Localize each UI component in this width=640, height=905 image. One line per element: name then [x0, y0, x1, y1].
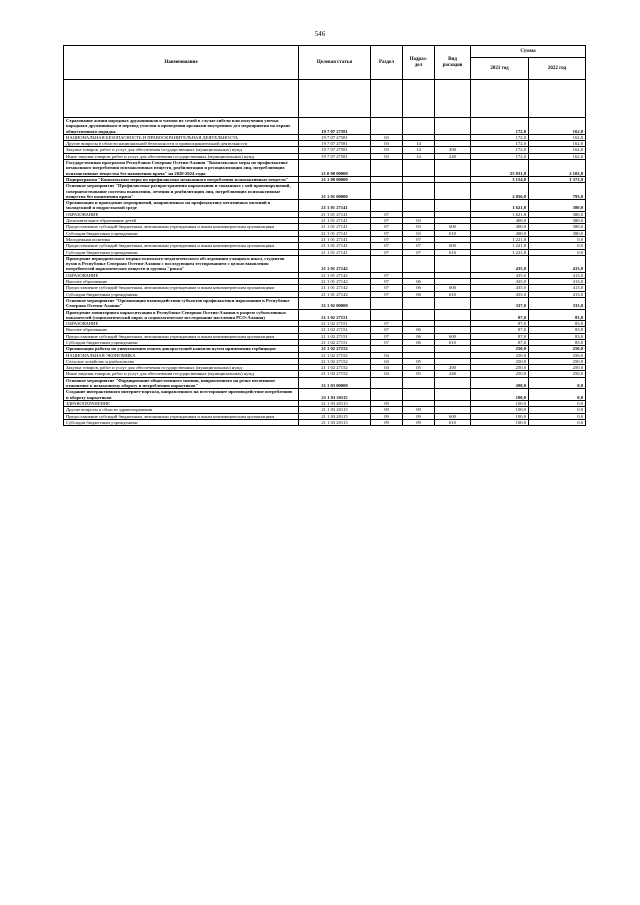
row-target-article: 21 1 00 00000	[299, 176, 371, 182]
row-name: Создание интерактивного интернет-портала, направленного на всестороннее противодействие потреблению и обороту наркотиков	[64, 389, 299, 401]
row-section: 09	[371, 413, 403, 419]
row-target-article: 21 0 00 00000	[299, 160, 371, 177]
row-subsection: 14	[403, 141, 435, 147]
row-sum-2021: 1 221,8	[471, 243, 529, 249]
row-sum-2022: 250,0	[529, 358, 586, 364]
row-sum-2021: 87,0	[471, 333, 529, 339]
row-target-article: 21 1 02 27152	[299, 371, 371, 377]
row-subsection: 06	[403, 333, 435, 339]
row-subsection: 06	[403, 291, 435, 297]
row-section: 07	[371, 291, 403, 297]
row-sum-2022: 413,0	[529, 291, 586, 297]
row-expense-type	[435, 297, 471, 309]
row-sum-2022: 793,0	[529, 183, 586, 200]
row-section: 07	[371, 249, 403, 255]
row-target-article: 21 1 01 27142	[299, 272, 371, 278]
row-section: 04	[371, 371, 403, 377]
row-sum-2021: 250,0	[471, 346, 529, 352]
row-target-article: 21 1 01 27141	[299, 243, 371, 249]
row-sum-2022: 162,0	[529, 118, 586, 135]
row-name: Субсидии бюджетным учреждениям	[64, 249, 299, 255]
row-sum-2021: 87,0	[471, 327, 529, 333]
row-subsection	[403, 389, 435, 401]
row-sum-2022: 380,0	[529, 211, 586, 217]
row-sum-2021: 172,0	[471, 134, 529, 140]
row-sum-2021: 100,0	[471, 389, 529, 401]
row-sum-2022: 333,0	[529, 297, 586, 309]
row-target-article: 19 7 07 27581	[299, 118, 371, 135]
row-sum-2021: 172,0	[471, 147, 529, 153]
row-sum-2022: 0,0	[529, 400, 586, 406]
row-subsection: 05	[403, 358, 435, 364]
row-subsection	[403, 309, 435, 321]
row-target-article: 21 1 01 27142	[299, 255, 371, 272]
row-section: 07	[371, 321, 403, 327]
row-name: Иные закупки товаров, работ и услуг для обеспечения государственных (муниципальных) нужд	[64, 371, 299, 377]
row-sum-2022: 162,0	[529, 147, 586, 153]
row-target-article: 21 1 03 20115	[299, 407, 371, 413]
row-expense-type	[435, 309, 471, 321]
row-name: Основное мероприятие "Формирование общественного мнения, направленного на резко негативное отношение к незаконному обороту и потреблению наркотиков"	[64, 377, 299, 389]
row-sum-2021: 435,0	[471, 272, 529, 278]
row-sum-2021: 400,0	[471, 230, 529, 236]
row-section	[371, 255, 403, 272]
row-section: 07	[371, 230, 403, 236]
row-target-article: 21 1 01 27141	[299, 218, 371, 224]
row-section: 09	[371, 419, 403, 425]
row-name: ОБРАЗОВАНИЕ	[64, 211, 299, 217]
row-target-article: 19 7 07 27581	[299, 153, 371, 159]
row-name: Иные закупки товаров, работ и услуг для обеспечения государственных (муниципальных) нужд	[64, 153, 299, 159]
header-section: Раздел	[371, 46, 403, 80]
table-row	[64, 118, 586, 135]
row-expense-type	[435, 183, 471, 200]
row-target-article: 21 1 03 20115	[299, 419, 371, 425]
row-subsection: 14	[403, 147, 435, 153]
row-target-article: 21 1 01 00000	[299, 183, 371, 200]
row-sum-2022: 0,0	[529, 389, 586, 401]
row-expense-type: 600	[435, 243, 471, 249]
row-name: Субсидии бюджетным учреждениям	[64, 419, 299, 425]
row-name: ОБРАЗОВАНИЕ	[64, 272, 299, 278]
row-sum-2021: 200,0	[471, 377, 529, 389]
row-section: 07	[371, 224, 403, 230]
table-row	[64, 255, 586, 272]
row-section: 07	[371, 211, 403, 217]
row-section: 09	[371, 400, 403, 406]
row-sum-2021: 250,0	[471, 358, 529, 364]
row-name: Предоставление субсидий бюджетным, автономным учреждениям и иным некоммерческим организациям	[64, 285, 299, 291]
row-section	[371, 309, 403, 321]
row-section: 07	[371, 218, 403, 224]
row-section: 07	[371, 272, 403, 278]
header-sum: Сумма	[471, 46, 586, 58]
row-section	[371, 118, 403, 135]
table-row	[64, 377, 586, 389]
page-number: 546	[314, 30, 326, 38]
row-target-article: 21 1 01 27141	[299, 236, 371, 242]
row-sum-2021: 250,0	[471, 352, 529, 358]
row-expense-type: 200	[435, 147, 471, 153]
row-sum-2022: 380,0	[529, 230, 586, 236]
row-expense-type: 610	[435, 419, 471, 425]
row-target-article: 19 7 07 27581	[299, 147, 371, 153]
row-sum-2022: 83,0	[529, 309, 586, 321]
row-name: Страхование жизни народных дружинников и членов их семей в случае гибели или получения увечья народным дружинником и перевод участия в проведении органами внутренних дел мероприятия по охране общественного порядка	[64, 118, 299, 135]
row-section: 07	[371, 339, 403, 345]
row-target-article: 21 1 03 20115	[299, 400, 371, 406]
row-sum-2021: 87,0	[471, 321, 529, 327]
row-sum-2021: 100,0	[471, 413, 529, 419]
table-row	[64, 309, 586, 321]
row-sum-2022: 250,0	[529, 365, 586, 371]
row-name: ЗДРАВООХРАНЕНИЕ	[64, 400, 299, 406]
row-sum-2022: 413,0	[529, 255, 586, 272]
row-subsection: 06	[403, 285, 435, 291]
row-expense-type: 610	[435, 249, 471, 255]
row-sum-2021: 1 621,8	[471, 211, 529, 217]
row-target-article: 21 1 02 27152	[299, 346, 371, 352]
row-subsection: 03	[403, 224, 435, 230]
row-sum-2022: 83,0	[529, 321, 586, 327]
row-target-article: 21 1 02 27152	[299, 365, 371, 371]
row-target-article: 21 1 02 27151	[299, 327, 371, 333]
row-subsection: 06	[403, 279, 435, 285]
row-expense-type: 240	[435, 371, 471, 377]
row-subsection	[403, 255, 435, 272]
header-expense-type: Вид расходов	[435, 46, 471, 80]
row-section	[371, 297, 403, 309]
budget-table	[63, 45, 586, 426]
row-target-article: 21 1 02 27152	[299, 358, 371, 364]
row-section	[371, 200, 403, 212]
row-subsection: 07	[403, 249, 435, 255]
row-sum-2022: 250,0	[529, 352, 586, 358]
row-section	[371, 160, 403, 177]
row-subsection: 09	[403, 419, 435, 425]
row-name: Подпрограмма "Комплексные меры по профилактике незаконного потребления психоактивных веществ"	[64, 176, 299, 182]
header-name: Наименование	[64, 46, 299, 80]
row-target-article: 21 1 01 27142	[299, 285, 371, 291]
table-row	[64, 200, 586, 212]
row-expense-type: 610	[435, 291, 471, 297]
row-subsection	[403, 200, 435, 212]
table-body	[64, 80, 586, 426]
row-section: 04	[371, 365, 403, 371]
row-target-article: 21 1 01 27141	[299, 200, 371, 212]
row-expense-type	[435, 255, 471, 272]
row-expense-type: 600	[435, 224, 471, 230]
header-target-article: Целевая статья	[299, 46, 371, 80]
row-sum-2022: 413,0	[529, 272, 586, 278]
row-name: Дополнительное образование детей	[64, 218, 299, 224]
row-target-article: 21 1 01 27141	[299, 211, 371, 217]
row-name: Организация и проведение мероприятий, направленных на профилактику негативных явлений в молодежной и подростковой среде	[64, 200, 299, 212]
row-sum-2022: 162,0	[529, 141, 586, 147]
row-target-article: 21 1 01 27142	[299, 279, 371, 285]
table-row	[64, 389, 586, 401]
row-expense-type: 600	[435, 413, 471, 419]
row-sum-2021: 337,0	[471, 297, 529, 309]
row-name: Организация работы по уничтожению очагов дикорастущей конопли путем применения гербицидов	[64, 346, 299, 352]
row-subsection	[403, 377, 435, 389]
table-row	[64, 297, 586, 309]
row-section: 09	[371, 407, 403, 413]
row-subsection: 03	[403, 230, 435, 236]
row-sum-2021: 250,0	[471, 365, 529, 371]
row-sum-2021: 1 221,8	[471, 236, 529, 242]
row-sum-2021: 100,0	[471, 419, 529, 425]
row-sum-2021: 172,0	[471, 118, 529, 135]
row-expense-type: 600	[435, 333, 471, 339]
row-subsection: 14	[403, 153, 435, 159]
row-section: 07	[371, 236, 403, 242]
row-target-article: 21 1 02 00000	[299, 297, 371, 309]
row-subsection: 05	[403, 371, 435, 377]
row-target-article: 21 1 02 27151	[299, 321, 371, 327]
row-name: Проведение периодического медико-психолого-педагогического обследования учащихся школ, студентов вузов в Республике Северная Осетия-Алания с последующим тестированием с целью выявления потребителей наркотических веществ и группы "риска"	[64, 255, 299, 272]
row-subsection: 07	[403, 236, 435, 242]
row-sum-2022: 380,0	[529, 218, 586, 224]
row-sum-2022: 162,0	[529, 134, 586, 140]
row-sum-2022: 1 373,9	[529, 176, 586, 182]
row-name: Высшее образование	[64, 279, 299, 285]
row-section: 03	[371, 147, 403, 153]
row-section: 07	[371, 279, 403, 285]
row-sum-2021: 1 621,8	[471, 200, 529, 212]
row-name: НАЦИОНАЛЬНАЯ БЕЗОПАСНОСТЬ И ПРАВООХРАНИТЕЛЬНАЯ ДЕЯТЕЛЬНОСТЬ	[64, 134, 299, 140]
row-target-article: 21 1 03 20115	[299, 389, 371, 401]
row-section: 03	[371, 134, 403, 140]
row-subsection: 03	[403, 218, 435, 224]
header-year-2022: 2022 год	[529, 58, 586, 80]
row-name: Предоставление субсидий бюджетным, автономным учреждениям и иным некоммерческим организациям	[64, 243, 299, 249]
row-target-article: 21 1 02 27151	[299, 333, 371, 339]
row-name: Основное мероприятие "Профилактика распространения наркомании и связанных с ней правонарушений, совершенствование системы выявления, лечения и реабилитации лиц, потребляющих психоактивные вещества без назначения врача"	[64, 183, 299, 200]
row-target-article: 21 1 03 00000	[299, 377, 371, 389]
row-name: НАЦИОНАЛЬНАЯ ЭКОНОМИКА	[64, 352, 299, 358]
row-sum-2021: 2 056,8	[471, 183, 529, 200]
row-sum-2021: 87,0	[471, 309, 529, 321]
row-sum-2022: 162,0	[529, 153, 586, 159]
row-name: Молодежная политика	[64, 236, 299, 242]
row-subsection: 06	[403, 327, 435, 333]
row-subsection	[403, 297, 435, 309]
row-sum-2022: 0,0	[529, 407, 586, 413]
row-subsection: 07	[403, 243, 435, 249]
row-section: 07	[371, 333, 403, 339]
row-target-article: 21 1 02 27151	[299, 339, 371, 345]
table-row	[64, 419, 586, 425]
row-name: ОБРАЗОВАНИЕ	[64, 321, 299, 327]
row-name: Субсидии бюджетным учреждениям	[64, 339, 299, 345]
row-name: Субсидии бюджетным учреждениям	[64, 230, 299, 236]
row-sum-2021: 100,0	[471, 400, 529, 406]
row-sum-2021: 400,0	[471, 224, 529, 230]
row-sum-2021: 435,0	[471, 279, 529, 285]
row-expense-type: 240	[435, 153, 471, 159]
row-subsection: 05	[403, 365, 435, 371]
row-name: Предоставление субсидий бюджетным, автономным учреждениям и иным некоммерческим организациям	[64, 224, 299, 230]
row-section: 03	[371, 141, 403, 147]
row-sum-2021: 435,0	[471, 285, 529, 291]
row-sum-2021: 435,0	[471, 255, 529, 272]
row-sum-2022: 0,0	[529, 377, 586, 389]
header-subsection: Подраз- дел	[403, 46, 435, 80]
row-subsection: 09	[403, 407, 435, 413]
row-name: Государственная программа Республики Северная Осетия-Алания "Комплексные меры по профилактике незаконного потребления психоактивных веществ, реабилитации и ресоциализации лиц, потребляющих психоактивные вещества без назначения врача" на 2020-2024 годы	[64, 160, 299, 177]
row-name: Другие вопросы в области здравоохранения	[64, 407, 299, 413]
row-sum-2021: 3 154,8	[471, 176, 529, 182]
row-section: 07	[371, 285, 403, 291]
row-sum-2022: 0,0	[529, 413, 586, 419]
row-name: Основное мероприятие "Организация взаимодействия субъектов профилактики наркомании в Республике Северная Осетия-Алания"	[64, 297, 299, 309]
row-expense-type	[435, 118, 471, 135]
row-target-article: 21 1 01 27142	[299, 291, 371, 297]
row-target-article: 21 1 03 20115	[299, 413, 371, 419]
row-name: Проведение мониторинга наркоситуации в Республике Северная Осетия-Алания в разрезе субъективных показателей (социологический опрос и социологическое исследование населения РСО-Алания)	[64, 309, 299, 321]
row-sum-2022: 413,0	[529, 279, 586, 285]
row-expense-type: 600	[435, 285, 471, 291]
row-target-article: 21 1 01 27141	[299, 249, 371, 255]
row-section: 03	[371, 153, 403, 159]
row-section: 04	[371, 352, 403, 358]
row-target-article: 21 1 02 27152	[299, 352, 371, 358]
row-target-article: 21 1 02 27151	[299, 309, 371, 321]
row-target-article: 19 7 07 27581	[299, 134, 371, 140]
row-section: 07	[371, 243, 403, 249]
row-sum-2021: 172,0	[471, 141, 529, 147]
row-subsection: 06	[403, 339, 435, 345]
row-expense-type	[435, 160, 471, 177]
table-row	[64, 160, 586, 177]
row-sum-2022: 250,0	[529, 346, 586, 352]
row-sum-2022: 83,0	[529, 333, 586, 339]
row-name: Закупка товаров, работ и услуг для обеспечения государственных (муниципальных) нужд	[64, 147, 299, 153]
row-section: 04	[371, 358, 403, 364]
row-subsection: 09	[403, 413, 435, 419]
row-sum-2021: 400,0	[471, 218, 529, 224]
row-section	[371, 183, 403, 200]
row-expense-type: 610	[435, 339, 471, 345]
row-name: Высшее образование	[64, 327, 299, 333]
row-target-article: 19 7 07 27581	[299, 141, 371, 147]
row-section	[371, 377, 403, 389]
row-expense-type: 610	[435, 230, 471, 236]
row-name: Субсидии бюджетным учреждениям	[64, 291, 299, 297]
row-name: Предоставление субсидий бюджетным, автономным учреждениям и иным некоммерческим организациям	[64, 333, 299, 339]
row-sum-2021: 1 221,8	[471, 249, 529, 255]
row-sum-2022: 2 102,8	[529, 160, 586, 177]
row-section	[371, 389, 403, 401]
row-subsection	[403, 183, 435, 200]
row-name: Предоставление субсидий бюджетным, автономным учреждениям и иным некоммерческим организациям	[64, 413, 299, 419]
row-sum-2021: 435,0	[471, 291, 529, 297]
row-sum-2022: 0,0	[529, 236, 586, 242]
row-section: 07	[371, 327, 403, 333]
row-sum-2022: 413,0	[529, 285, 586, 291]
row-sum-2022: 380,0	[529, 224, 586, 230]
row-sum-2022: 0,0	[529, 249, 586, 255]
row-subsection	[403, 160, 435, 177]
row-sum-2022: 83,0	[529, 327, 586, 333]
header-year-2021: 2021 год	[471, 58, 529, 80]
row-sum-2022: 0,0	[529, 419, 586, 425]
table-row	[64, 183, 586, 200]
row-name: Закупка товаров, работ и услуг для обеспечения государственных (муниципальных) нужд	[64, 365, 299, 371]
row-name: Другие вопросы в области национальной безопасности и правоохранительной деятельности	[64, 141, 299, 147]
row-target-article: 21 1 01 27141	[299, 230, 371, 236]
row-sum-2021: 87,0	[471, 339, 529, 345]
row-name: Сельское хозяйство и рыболовство	[64, 358, 299, 364]
row-expense-type: 200	[435, 365, 471, 371]
row-sum-2021: 25 031,8	[471, 160, 529, 177]
row-sum-2021: 172,0	[471, 153, 529, 159]
row-sum-2022: 0,0	[529, 243, 586, 249]
row-sum-2022: 83,0	[529, 339, 586, 345]
row-expense-type	[435, 377, 471, 389]
row-sum-2021: 100,0	[471, 407, 529, 413]
row-sum-2022: 250,0	[529, 371, 586, 377]
row-target-article: 21 1 01 27141	[299, 224, 371, 230]
row-expense-type	[435, 200, 471, 212]
row-sum-2022: 380,0	[529, 200, 586, 212]
row-expense-type	[435, 389, 471, 401]
row-sum-2021: 250,0	[471, 371, 529, 377]
row-subsection	[403, 118, 435, 135]
